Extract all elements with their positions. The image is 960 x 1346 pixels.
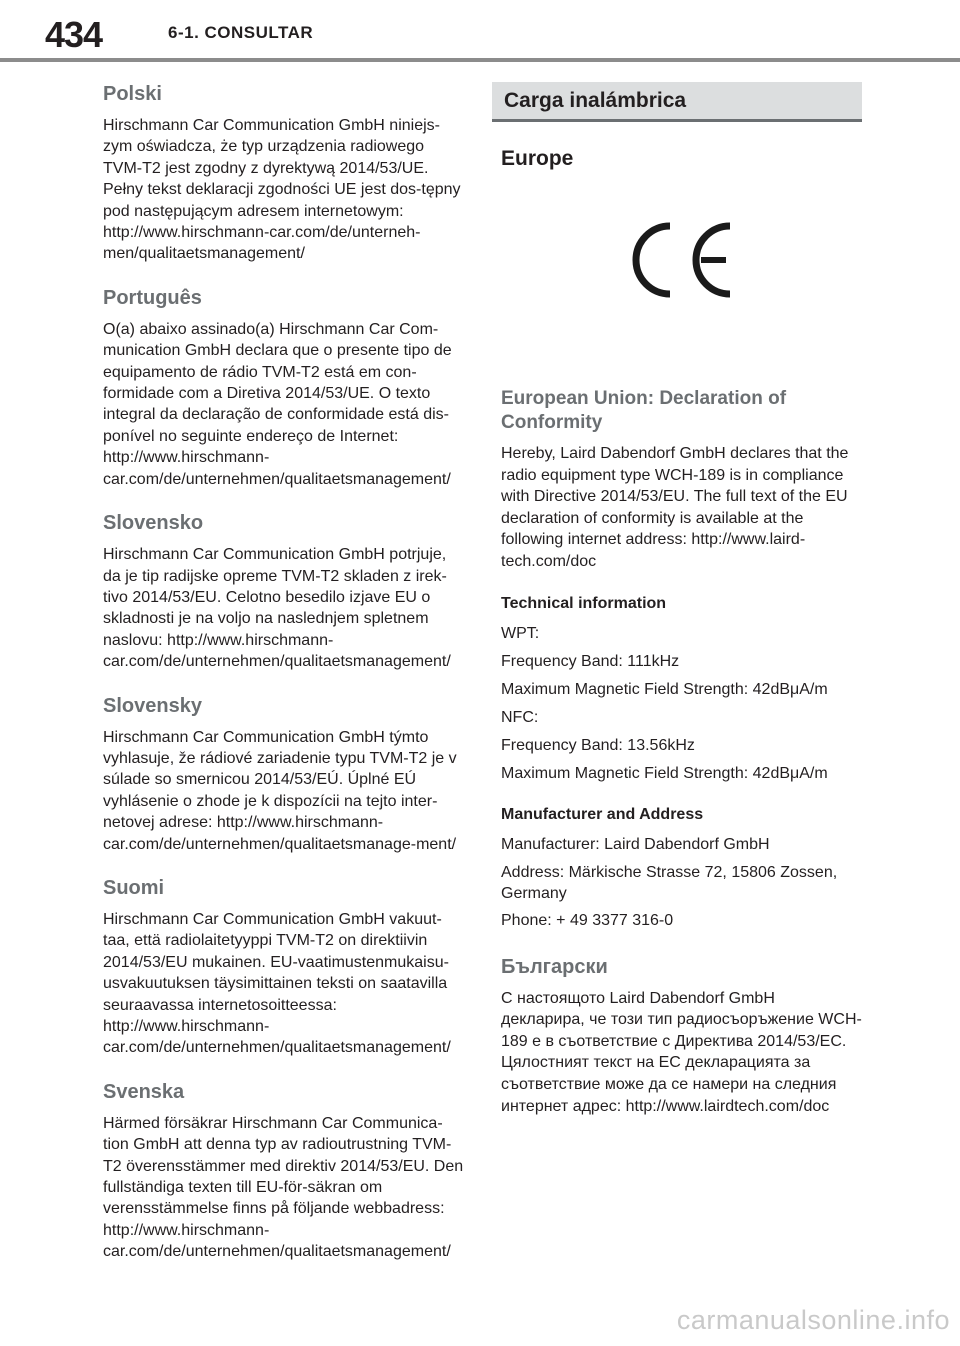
section-banner xyxy=(492,82,862,122)
section-polski xyxy=(103,82,465,265)
tech-line: NFC: xyxy=(501,708,539,726)
section-portugues xyxy=(103,286,465,490)
section-heading: Slovensko xyxy=(103,512,204,535)
section-text: Hirschmann Car Communication GmbH týmto vyhlasuje, že rádiové zariadenie typu TVM-T2 je v súlade so smernicou 2014/53/EÚ. Úplné EÚ vyhlásenie o zhode je k dispozícii na tejto inter-netovej adrese: http://www.hirschmann-car.com/de/unternehmen/qualitaetsmanage-ment/ xyxy=(103,728,457,853)
ce-mark-icon xyxy=(626,218,736,302)
technical-info-heading: Technical information xyxy=(501,594,667,612)
section-text: Hirschmann Car Communication GmbH potrjuje, da je tip radijske opreme TVM-T2 skladen z irek-tivo 2014/53/EU. Celotno besedilo izjave EU o skladnosti je na voljo na naslednjem spletnem naslovu: http://www.hirschmann-car.com/de/unternehmen/qualitaetsmanagement/ xyxy=(103,546,451,671)
banner-title: Carga inalámbrica xyxy=(504,88,687,112)
manufacturer-line: Phone: + 49 3377 316-0 xyxy=(501,911,674,929)
eu-declaration-text: Hereby, Laird Dabendorf GmbH declares that the radio equipment type WCH-189 is in compliance with Directive 2014/53/EU. The full text of the EU declaration of conformity is available at the following internet address: http://www.laird-tech.com/doc xyxy=(501,445,849,570)
eu-declaration-heading: European Union: Declaration of Conformity xyxy=(501,388,787,433)
section-text: Härmed försäkrar Hirschmann Car Communica-tion GmbH att denna typ av radioutrustning TVM-T2 överensstämmer med direktiv 2014/53/EU. Den fullständiga texten till EU-för-säkran om verensstämmelse finns på följande webbadress: http://www.hirschmann-car.com/de/unternehmen/qualitaetsmanagement/ xyxy=(103,1114,464,1261)
section-heading: Slovensky xyxy=(103,694,202,717)
tech-line: Maximum Magnetic Field Strength: 42dBμA/m xyxy=(501,680,828,698)
header-rule xyxy=(0,58,960,62)
section-text: O(a) abaixo assinado(a) Hirschmann Car Com-munication GmbH declara que o presente tipo de equipamento de rádio TVM-T2 está em con-formidade com a Diretiva 2014/53/UE. O texto integral da declaração de conformidade está dis-ponível no seguinte endereço de Internet: http://www.hirschmann-car.com/de/unternehmen/qualitaetsmanagement/ xyxy=(103,320,452,488)
watermark: carmanualsonline.info xyxy=(676,1305,950,1335)
section-svenska xyxy=(103,1080,465,1263)
tech-line: WPT: xyxy=(501,624,540,642)
manufacturer-line: Manufacturer: Laird Dabendorf GmbH xyxy=(501,835,770,853)
manufacturer-line: Address: Märkische Strasse 72, 15806 Zossen, Germany xyxy=(501,863,838,902)
tech-line: Frequency Band: 13.56kHz xyxy=(501,736,695,754)
section-heading: Português xyxy=(103,286,202,309)
ce-mark xyxy=(500,218,862,303)
chapter-title: 6-1. CONSULTAR xyxy=(168,23,314,42)
tech-line: Frequency Band: 111kHz xyxy=(501,652,680,670)
section-heading: Polski xyxy=(103,83,162,105)
bulgarian-heading: Български xyxy=(501,955,608,978)
left-column xyxy=(103,82,465,1284)
tech-line: Maximum Magnetic Field Strength: 42dBμA/m xyxy=(501,764,828,782)
section-slovensky xyxy=(103,694,465,855)
page-number: 434 xyxy=(45,14,103,55)
manufacturer-heading: Manufacturer and Address xyxy=(501,805,704,823)
section-suomi xyxy=(103,876,465,1059)
section-heading: Suomi xyxy=(103,876,165,899)
bulgarian-text: С настоящото Laird Dabendorf GmbH декларира, че този тип радиосъоръжение WCH-189 е в съответствие с Директива 2014/53/ЕС. Цялостният текст на ЕС декларацията за съответствие може да се намери на следния интернет адрес: http://www.lairdtech.com/doc xyxy=(501,989,862,1115)
section-text: Hirschmann Car Communication GmbH niniejs-zym oświadcza, że typ urządzenia radiowego TVM-T2 jest zgodny z dyrektywą 2014/53/UE. Pełny tekst deklaracji zgodności UE jest dos-tępny pod następującym adresem internetowym: http://www.hirschmann-car.com/de/unterneh-men/qualitaetsmanagement/ xyxy=(103,117,461,263)
section-text: Hirschmann Car Communication GmbH vakuut-taa, että radiolaitetyyppi TVM-T2 on direktiivin 2014/53/EU mukainen. EU-vaatimustenmukaisu-usvakuutuksen täysimittainen teksti on saatavilla seuraavassa internetosoitteessa: http://www.hirschmann-car.com/de/unternehmen/qualitaetsmanagement/ xyxy=(103,910,451,1057)
region-heading: Europe xyxy=(501,147,574,170)
section-heading: Svenska xyxy=(103,1080,185,1103)
section-slovensko xyxy=(103,511,465,672)
right-column xyxy=(500,82,862,1131)
